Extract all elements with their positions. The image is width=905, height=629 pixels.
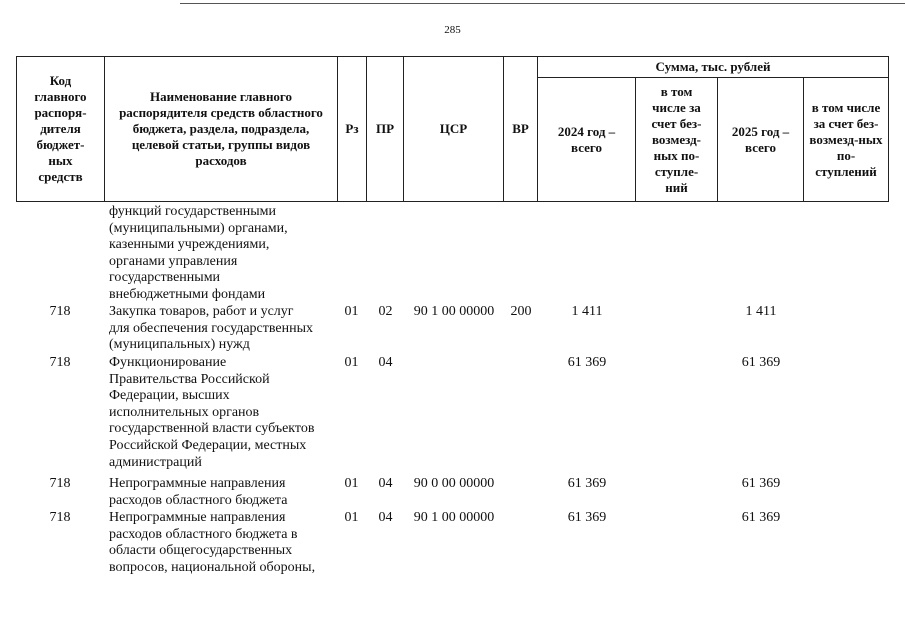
name-line: для обеспечения государственных [109,320,313,336]
header-2024-gratuitous-text: в том числе за счет без-возмезд-ных по-ступле-ний [651,83,702,195]
header-rz: Рз [338,57,367,202]
name-line: государственной власти субъектов [109,421,315,437]
row-1-sum-2025: 1 411 [745,304,777,319]
row-1-csr: 90 1 00 00000 [413,304,495,319]
row-4-csr: 90 1 00 00000 [413,510,495,525]
header-code-text: Код главного распоря-дителя бюджет-ных средств [34,73,87,184]
row-4-code: 718 [49,510,71,525]
name-line: функций государственными [109,204,277,219]
row-4-rz: 01 [344,510,359,525]
header-name [105,57,338,202]
name-line: Федерации, высших [109,388,230,404]
header-vr: ВР [504,57,538,202]
row-2-sum-2024: 61 369 [567,355,607,370]
name-line: области общегосударственных [109,543,293,559]
header-name-text: Наименование главного распорядителя средств областного бюджета, раздела, подраздела, целевой статьи, группы видов расходов [119,89,323,168]
top-rule [180,3,905,4]
row-2-pr: 04 [378,355,393,370]
row-1-code: 718 [49,304,71,319]
name-line: органами управления [109,253,238,269]
header-pr: ПР [367,57,404,202]
name-line: Непрограммные направления [109,510,286,525]
row-3-name [109,476,287,509]
name-line: государственными [109,270,221,286]
name-line: администраций [109,454,202,470]
row-3-code: 718 [49,476,71,491]
row-1-name [109,304,313,354]
row-4-sum-2024: 61 369 [567,510,607,525]
row-1-pr: 02 [378,304,393,319]
name-line: Закупка товаров, работ и услуг [109,304,294,319]
header-csr: ЦСР [404,57,504,202]
name-line: Непрограммные направления [109,476,286,491]
row-4-pr: 04 [378,510,393,525]
name-line: исполнительных органов [109,404,260,420]
row-3-sum-2024: 61 369 [567,476,607,491]
row-1-vr: 200 [510,304,532,319]
name-line: расходов областного бюджета в [109,526,298,542]
table-header [16,56,889,202]
row-3-sum-2025: 61 369 [741,476,781,491]
row-1-sum-2024: 1 411 [571,304,603,319]
name-line: казенными учреждениями, [109,237,270,253]
row-0-name [109,204,288,304]
page-number: 285 [444,24,461,36]
row-2-sum-2025: 61 369 [741,355,781,370]
row-4-sum-2025: 61 369 [741,510,781,525]
row-3-rz: 01 [344,476,359,491]
header-2025-total-text: 2025 год – всего [731,123,790,155]
header-2025-total [718,78,804,202]
row-3-pr: 04 [378,476,393,491]
header-sum-group: Сумма, тыс. рублей [538,57,889,78]
name-line: Правительства Российской [109,371,270,387]
header-2025-gratuitous-text: в том числе за счет без-возмезд-ных по-ступлений [809,99,883,179]
name-line: Функционирование [109,355,227,370]
header-2024-gratuitous [636,78,718,202]
row-3-csr: 90 0 00 00000 [413,476,495,491]
row-1-rz: 01 [344,304,359,319]
row-4-name [109,510,315,576]
header-2025-gratuitous [804,78,889,202]
name-line: (муниципальных) нужд [109,337,250,353]
row-2-code: 718 [49,355,71,370]
name-line: вопросов, национальной обороны, [109,559,316,575]
row-2-rz: 01 [344,355,359,370]
header-code [17,57,105,202]
header-2024-total-text: 2024 год – всего [557,123,616,155]
name-line: (муниципальными) органами, [109,220,288,236]
row-2-name [109,355,314,471]
name-line: расходов областного бюджета [109,492,288,508]
header-2024-total [538,78,636,202]
name-line: Российской Федерации, местных [109,437,307,453]
name-line: внебюджетными фондами [109,286,266,302]
